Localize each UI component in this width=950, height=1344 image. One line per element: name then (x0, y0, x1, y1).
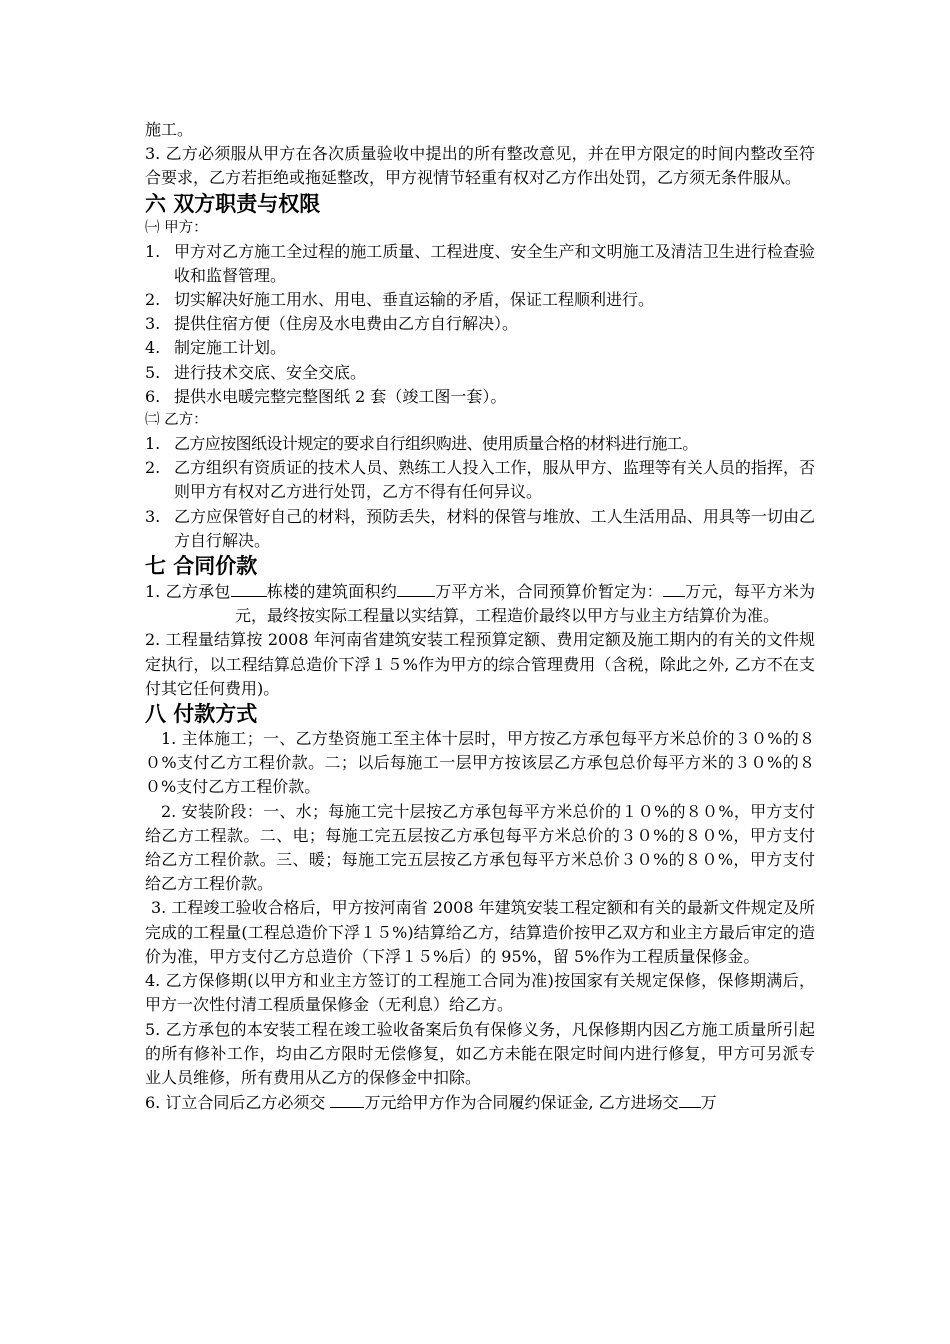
paragraph: 4. 乙方保修期(以甲方和业主方签订的工程施工合同为准)按国家有关规定保修，保修期满后，甲方一次性付清工程质量保修金（无利息）给乙方。 (145, 971, 815, 1015)
list-item: 6. 提供水电暖完整完整图纸 2 套（竣工图一套）。 (145, 386, 507, 406)
paragraph-deposit: 6. 订立合同后乙方必须交 万元给甲方作为合同履约保证金, 乙方进场交 万 (145, 1090, 815, 1115)
blank (679, 1090, 701, 1108)
list-item: 2. 切实解决好施工用水、用电、垂直运输的矛盾，保证工程顺利进行。 (145, 290, 655, 310)
paragraph: 3. 乙方必须服从甲方在各次质量验收中提出的所有整改意见，并在甲方限定的时间内整改至符合要求，乙方若拒绝或拖延整改，甲方视情节轻重有权对乙方作出处罚，乙方须无条件服从。 (145, 144, 815, 188)
blank (663, 579, 685, 597)
paragraph: 5. 乙方承包的本安装工程在竣工验收备案后负有保修义务，凡保修期内因乙方施工质量所引起的所有修补工作，均由乙方限时无偿修复，如乙方未能在限定时间内进行修复，甲方可另派专业人员维修，所有费用从乙方的保修金中扣除。 (145, 1019, 815, 1087)
blank (330, 1090, 364, 1108)
list-item: 4. 制定施工计划。 (145, 338, 287, 358)
list-item: 5. 进行技术交底、安全交底。 (145, 362, 367, 382)
party-a-list (145, 240, 815, 409)
blank (397, 579, 435, 597)
list-item: 3. 提供住宿方便（住房及水电费由乙方自行解决）。 (145, 314, 519, 334)
paragraph: 1. 主体施工；一、乙方垫资施工至主体十层时，甲方按乙方承包每平方米总价的３０%的８０%支付乙方工程价款。二；以后每施工一层甲方按该层乙方承包总价每平方米的３０%的８０%支付乙方工程价款。 (145, 729, 815, 797)
blank (231, 579, 267, 597)
list-item: 1. 乙方应按图纸设计规定的要求自行组织购进、使用质量合格的材料进行施工。 (145, 434, 698, 454)
paragraph: 3. 工程竣工验收合格后，甲方按河南省 2008 年建筑安装工程定额和有关的最新文件规定及所完成的工程量(工程总造价下浮１５%)结算给乙方，结算造价按甲乙双方和业主方最后审定的造价为准，甲方支付乙方总造价（下浮１５%后）的 95%，留 5%作为工程质量保修金。 (145, 898, 815, 966)
section-heading-8: 八 付款方式 (145, 702, 258, 727)
party-a-label: ㈠ 甲方： (145, 219, 208, 236)
paragraph: 2. 工程量结算按 2008 年河南省建筑安装工程预算定额、费用定额及施工期内的有关的文件规定执行，以工程结算总造价下浮１５%作为甲方的综合管理费用（含税，除此之外, 乙方不在支付其它任何费用)。 (145, 630, 815, 698)
list-item: 3. 乙方应保管好自己的材料，预防丢失，材料的保管与堆放、工人生活用品、用具等一切由乙方自行解决。 (145, 506, 815, 550)
list-item: 1. 甲方对乙方施工全过程的施工质量、工程进度、安全生产和文明施工及清洁卫生进行检查验收和监督管理。 (145, 241, 815, 285)
section-heading-6: 六 双方职责与权限 (145, 191, 321, 216)
list-item: 2. 乙方组织有资质证的技术人员、熟练工人投入工作，服从甲方、监理等有关人员的指挥，否则甲方有权对乙方进行处罚，乙方不得有任何异议。 (145, 458, 815, 502)
paragraph-price: 1. 乙方承包 栋楼的建筑面积约 万平方米，合同预算价暂定为： 万元，每平方米为元，最终按实际工程量以实结算，工程造价最终以甲方与业主方结算价为准。 (145, 579, 815, 628)
party-b-label: ㈡ 乙方： (145, 412, 208, 429)
paragraph: 2. 安装阶段：一、水；每施工完十层按乙方承包每平方米总价的１０%的８０%，甲方支付给乙方工程款。二、电；每施工完五层按乙方承包每平方米总价的３０%的８０%，甲方支付给乙方工程价款。三、暖；每施工完五层按乙方承包每平方米总价３０%的８０%，甲方支付给乙方工程价款。 (145, 801, 815, 894)
document-page (145, 118, 815, 1115)
paragraph: 施工。 (145, 120, 194, 139)
section-heading-7: 七 合同价款 (145, 554, 258, 579)
party-b-list (145, 432, 815, 553)
